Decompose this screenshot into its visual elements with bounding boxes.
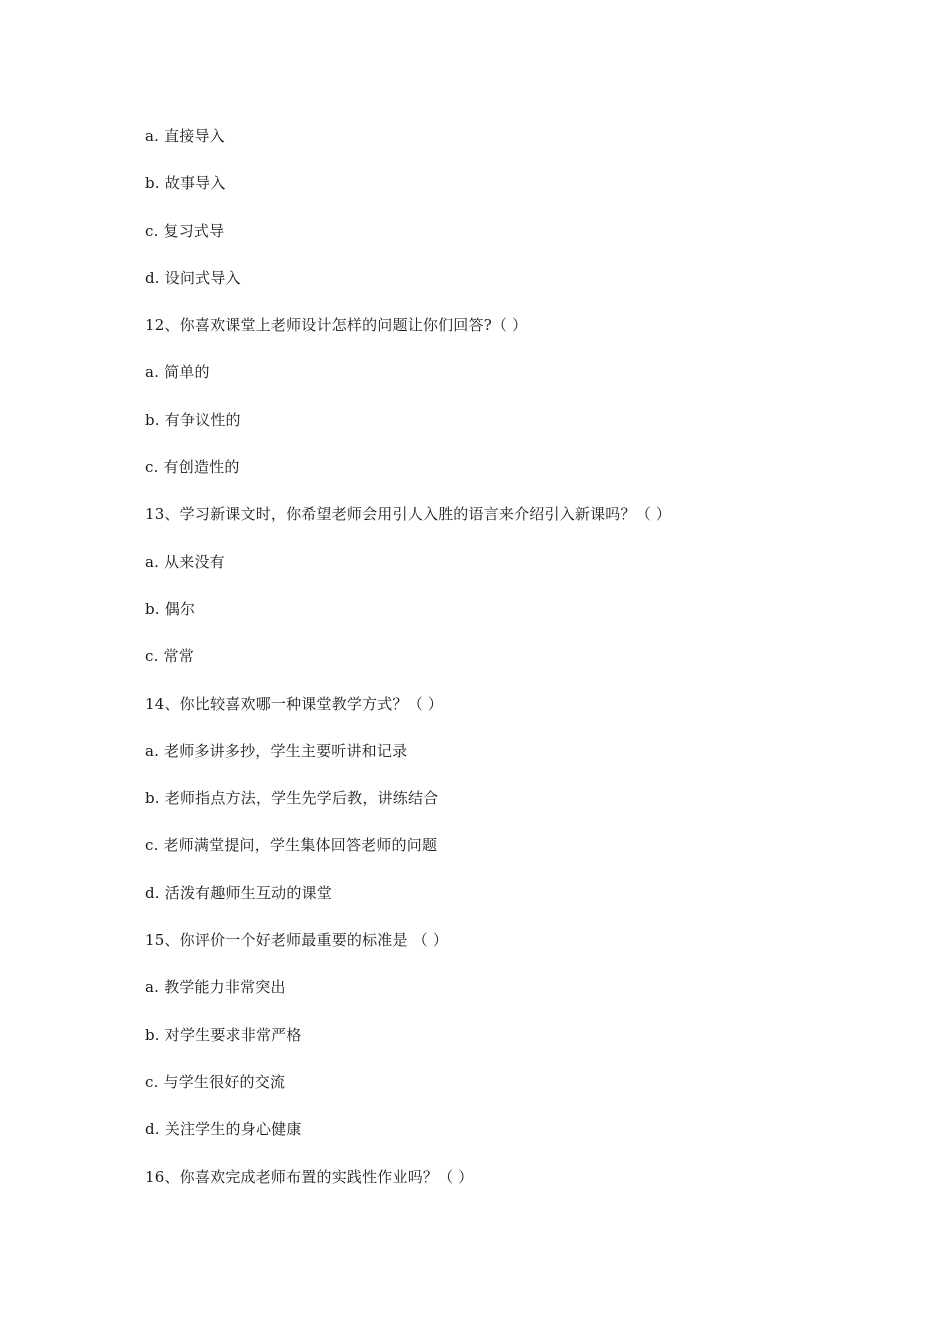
option-line: a. 从来没有 [145,552,225,571]
question-line: 16、你喜欢完成老师布置的实践性作业吗？（ ） [145,1167,474,1186]
option-line: b. 对学生要求非常严格 [145,1025,302,1044]
question-line: 12、你喜欢课堂上老师设计怎样的问题让你们回答?（ ） [145,316,528,335]
option-line: c. 有创造性的 [145,458,240,477]
option-line: c. 老师满堂提问，学生集体回答老师的问题 [145,836,438,855]
question-line: 14、你比较喜欢哪一种课堂教学方式？（ ） [145,694,444,713]
option-line: b. 故事导入 [145,174,226,193]
option-line: b. 偶尔 [145,599,196,618]
option-line: c. 与学生很好的交流 [145,1072,286,1091]
question-line: 13、学习新课文时，你希望老师会用引人入胜的语言来介绍引入新课吗？（ ） [145,505,672,524]
option-line: d. 设问式导入 [145,268,241,287]
option-line: b. 有争议性的 [145,410,241,429]
option-line: d. 关注学生的身心健康 [145,1120,302,1139]
option-line: a. 简单的 [145,363,210,382]
question-line: 15、你评价一个好老师最重要的标准是 （ ） [145,931,449,950]
option-line: d. 活泼有趣师生互动的课堂 [145,883,332,902]
option-line: b. 老师指点方法，学生先学后教，讲练结合 [145,789,439,808]
option-line: c. 复习式导 [145,221,225,240]
option-line: a. 直接导入 [145,127,225,145]
option-line: c. 常常 [145,647,194,666]
option-line: a. 教学能力非常突出 [145,978,286,997]
option-line: a. 老师多讲多抄，学生主要听讲和记录 [145,741,408,760]
questionnaire-text [145,126,905,1214]
